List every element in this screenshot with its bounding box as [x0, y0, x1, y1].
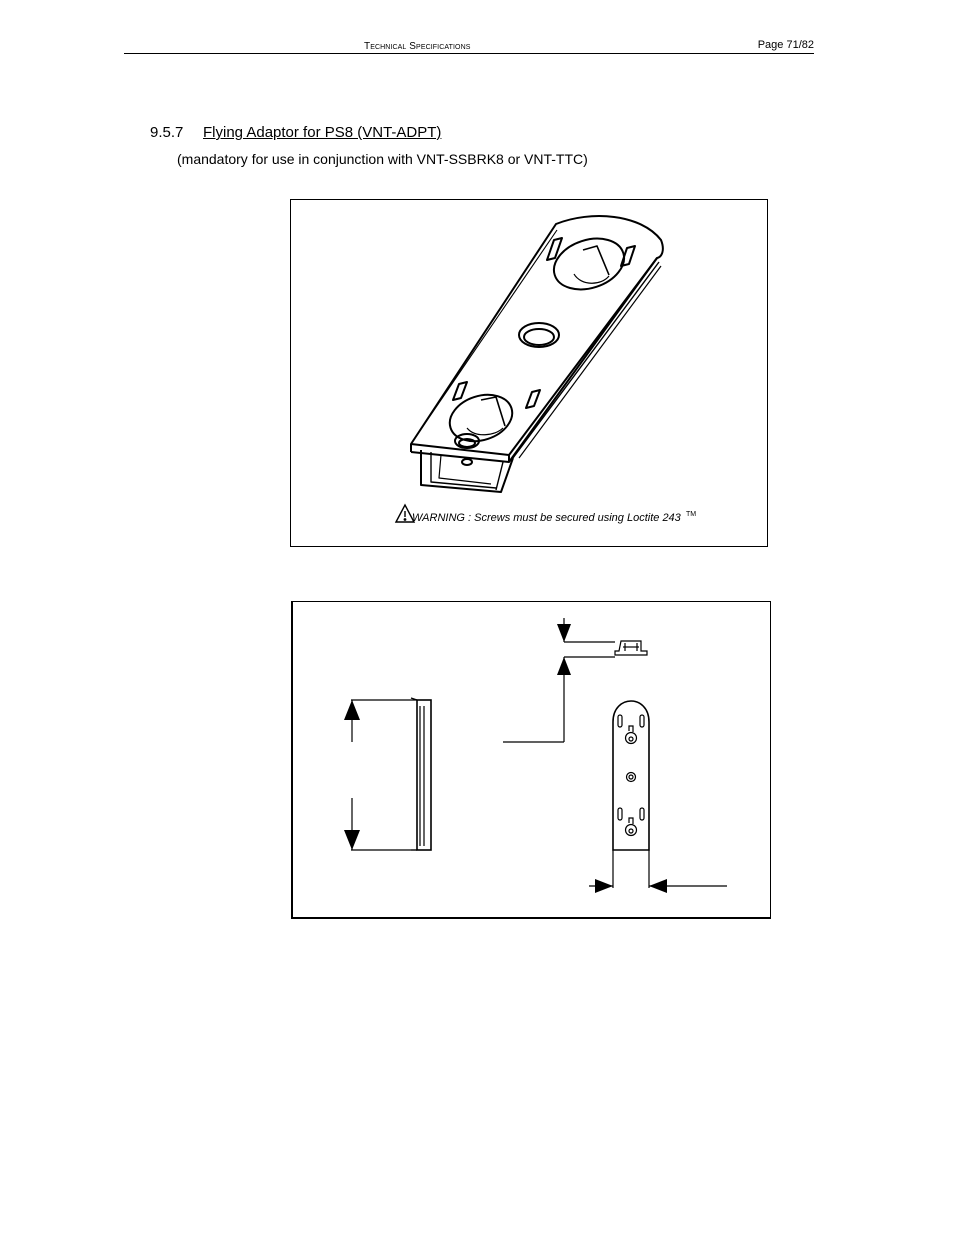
adaptor-dimension-drawing	[293, 602, 770, 917]
section-title: Flying Adaptor for PS8 (VNT-ADPT)	[203, 124, 442, 141]
trademark-mark: TM	[686, 511, 697, 518]
adaptor-isometric-drawing	[291, 200, 767, 546]
warning-text: WARNING : Screws must be secured using Loctite 243	[412, 512, 681, 524]
section-subtitle: (mandatory for use in conjunction with VNT-SSBRK8 or VNT-TTC)	[177, 151, 588, 167]
dimension-arrow-left	[649, 879, 667, 893]
dimension-arrow-up-bottom	[557, 657, 571, 675]
dimension-arrow-right	[595, 879, 613, 893]
dimension-arrow-down	[344, 830, 360, 850]
section-number: 9.5.7	[150, 124, 184, 141]
dimension-arrow-down-top	[557, 624, 571, 642]
header-title: Technical Specifications	[364, 41, 471, 52]
page-header	[124, 38, 814, 54]
adaptor-isometric-figure	[290, 199, 768, 547]
page-number: Page 71/82	[757, 39, 814, 51]
adaptor-dimension-figure	[291, 601, 771, 919]
dimension-arrow-up	[344, 700, 360, 720]
